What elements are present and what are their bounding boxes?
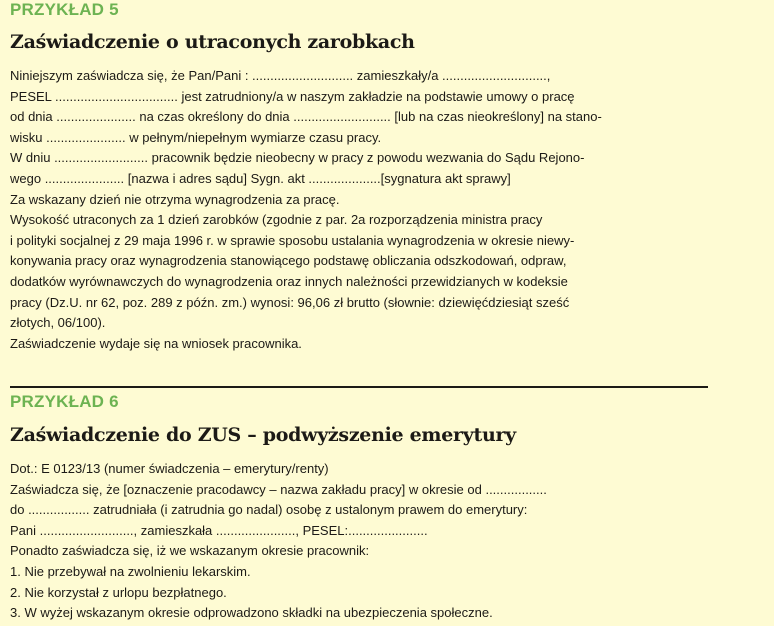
example-5-title: Zaświadczenie o utraconych zarobkach (10, 31, 415, 53)
example-6-label: PRZYKŁAD 6 (10, 392, 119, 411)
text-line: Dot.: E 0123/13 (numer świadczenia – emerytury/renty) (10, 461, 329, 476)
section-divider (10, 386, 708, 388)
text-line: Zaświadcza się, że [oznaczenie pracodawcy – nazwa zakładu pracy] w okresie od ................. (10, 481, 547, 497)
text-line: od dnia ...................... na czas określony do dnia ........................... [lub na czas nieokreślony] na stano- (10, 109, 602, 125)
example-5-body (10, 66, 602, 354)
text-line: Pani .........................., zamieszkała ......................, PESEL:...................... (10, 522, 428, 538)
text-line: Niniejszym zaświadcza się, że Pan/Pani : ............................ zamieszkały/a ............................., (10, 68, 551, 83)
text-line: wisku ...................... w pełnym/niepełnym wymiarze czasu pracy. (10, 129, 382, 145)
example-6-body (10, 459, 547, 624)
text-line: złotych, 06/100). (10, 315, 106, 331)
text-line: konywania pracy oraz wynagrodzenia stanowiącego podstawę obliczania odszkodowań, odpraw, (10, 253, 567, 269)
list-item: 2. Nie korzystał z urlopu bezpłatnego. (10, 584, 227, 600)
text-line: PESEL .................................. jest zatrudniony/a w naszym zakładzie na podstawie umowy o pracę (10, 88, 575, 104)
example-5-label: PRZYKŁAD 5 (10, 0, 119, 19)
text-line: i polityki socjalnej z 29 maja 1996 r. w sprawie sposobu ustalania wynagrodzenia w okresie niewy- (10, 232, 575, 248)
text-line: Za wskazany dzień nie otrzyma wynagrodzenia za pracę. (10, 191, 340, 207)
text-line: Zaświadczenie wydaje się na wniosek pracownika. (10, 335, 302, 351)
text-line: do ................. zatrudniała (i zatrudnia go nadal) osobę z ustalonym prawem do emerytury: (10, 502, 528, 518)
text-line: Ponadto zaświadcza się, iż we wskazanym okresie pracownik: (10, 543, 370, 559)
text-line: pracy (Dz.U. nr 62, poz. 289 z późn. zm.) wynosi: 96,06 zł brutto (słownie: dziewięćdziesiąt sześć (10, 294, 570, 310)
text-line: wego ...................... [nazwa i adres sądu] Sygn. akt ....................[sygnatura akt sprawy] (10, 170, 511, 186)
text-line: W dniu .......................... pracownik będzie nieobecny w pracy z powodu wezwania do Sądu Rejono- (10, 150, 585, 166)
text-line: Wysokość utraconych za 1 dzień zarobków (zgodnie z par. 2a rozporządzenia ministra pracy (10, 212, 543, 228)
example-6-title: Zaświadczenie do ZUS – podwyższenie emerytury (10, 424, 516, 446)
list-item: 1. Nie przebywał na zwolnieniu lekarskim. (10, 563, 251, 579)
list-item: 3. W wyżej wskazanym okresie odprowadzono składki na ubezpieczenia społeczne. (10, 605, 493, 621)
text-line: dodatków wyrównawczych do wynagrodzenia oraz innych należności przewidzianych w kodeksie (10, 273, 568, 289)
